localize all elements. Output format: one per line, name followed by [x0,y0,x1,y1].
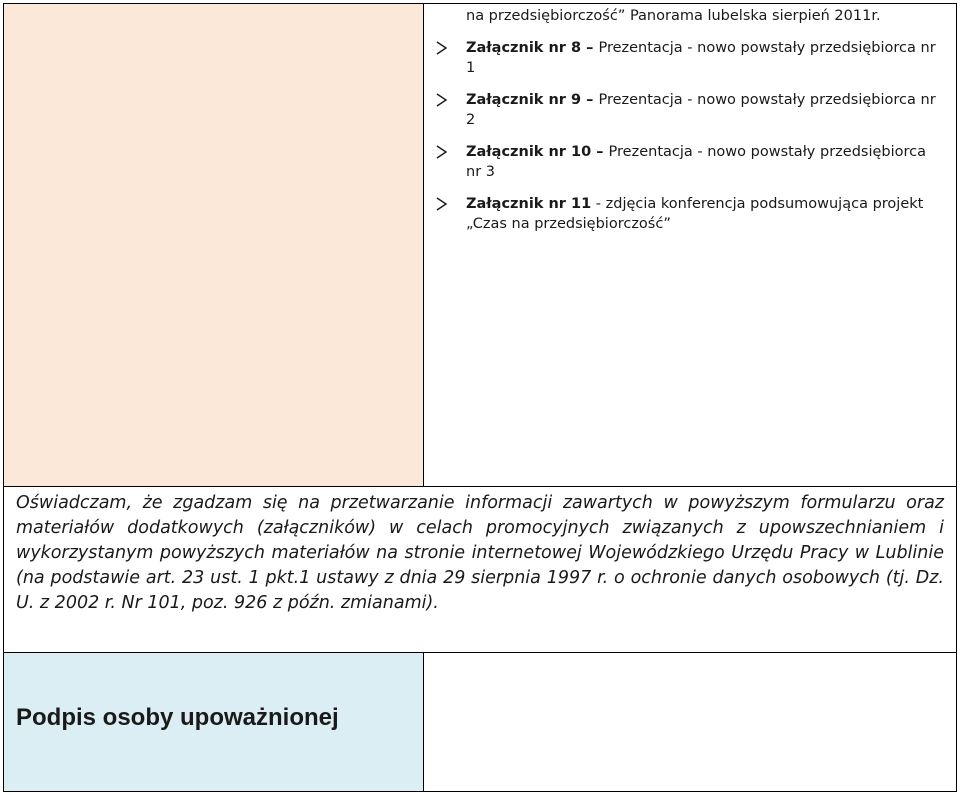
attachment-item-10 [466,142,936,182]
attachment-separator: – [581,92,599,108]
attachment-item-9 [466,90,936,130]
arrowhead-bullet-icon [436,197,448,211]
arrowhead-bullet-icon [436,145,448,159]
attachment-name: Załącznik nr 11 [466,196,592,212]
signature-field[interactable] [423,652,957,792]
attachment-name: Załącznik nr 10 [466,144,592,160]
attachments-list [466,38,936,246]
attachment-item-8 [466,38,936,78]
attachment-item-11 [466,194,936,234]
attachment-name: Załącznik nr 9 [466,92,582,108]
attachment-separator: – [591,144,609,160]
label-cell-attachments [3,3,424,487]
consent-statement: Oświadczam, że zgadzam się na przetwarzanie informacji zawartych w powyższym formularzu oraz materiałów dodatkowych (załączników) w celach promocyjnych związanych z upowszechnianiem i wykorzystanym powyższych materiałów na stronie internetowej Wojewódzkiego Urzędu Pracy w Lublinie (na podstawie art. 23 ust. 1 pkt.1 ustawy z dnia 29 sierpnia 1997 r. o ochronie danych osobowych (tj. Dz. U. z 2002 r. Nr 101, poz. 926 z późn. zmianami). [16,493,944,613]
attachments-cell [423,3,957,487]
attachment-description: Prezentacja - nowo powstały przedsiębiorca nr 1 [466,40,936,76]
attachment-description: Prezentacja - nowo powstały przedsiębiorca nr 2 [466,92,936,128]
signature-label: Podpis osoby upoważnionej [16,704,339,731]
consent-cell [3,486,957,653]
attachment-description: Prezentacja - nowo powstały przedsiębiorca nr 3 [466,144,927,180]
arrowhead-bullet-icon [436,41,448,55]
attachment-separator: – [581,40,599,56]
attachment-separator: - [591,196,606,212]
signature-label-cell [3,652,424,792]
attachment-name: Załącznik nr 8 [466,40,582,56]
arrowhead-bullet-icon [436,93,448,107]
attachments-intro-line: na przedsiębiorczość” Panorama lubelska sierpień 2011r. [466,8,881,24]
attachment-description: zdjęcia konferencja podsumowująca projekt „Czas na przedsiębiorczość” [466,196,924,232]
